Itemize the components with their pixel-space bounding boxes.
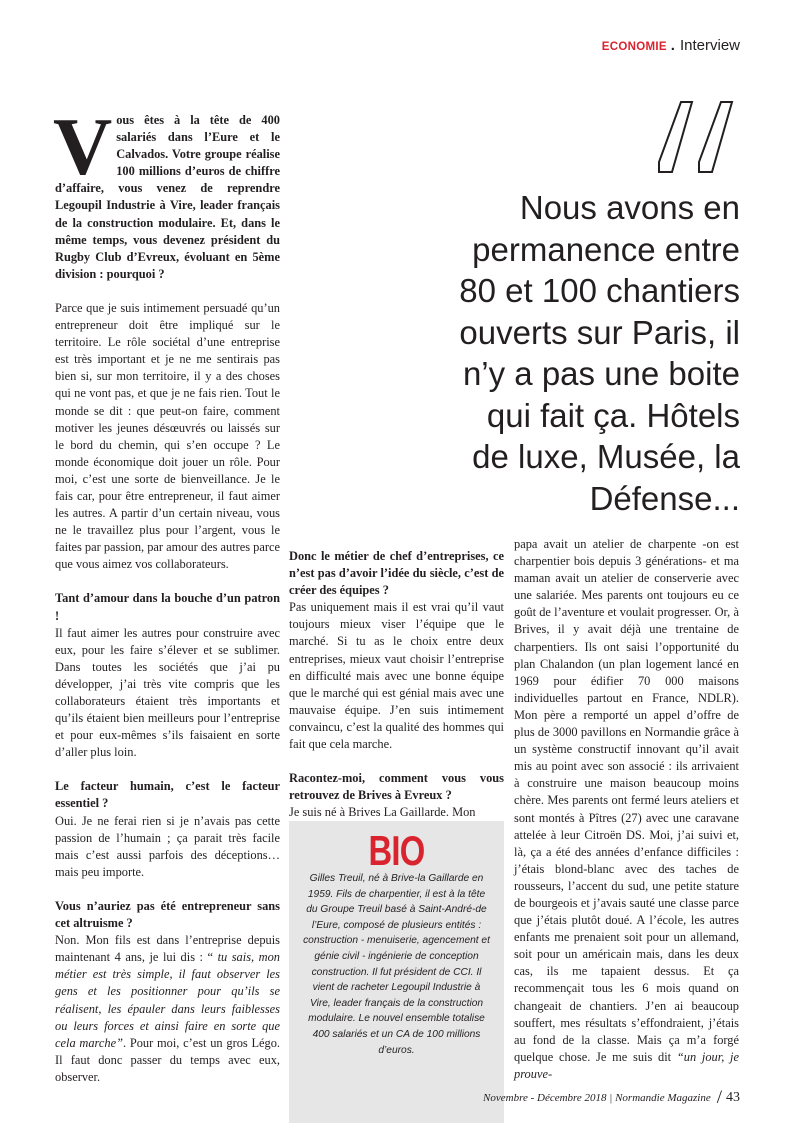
intro-question-text: ous êtes à la tête de 400 salariés dans l’Eure et le Calvados. Votre groupe réalise 100 millions d’euros de chiffre d’affaire, vous venez de reprendre Legoupil Industrie à Vire, leader français de la construction modulaire. Et, dans le même temps, vous devenez président du Rugby Club d’Evreux, évoluant en 5ème division : pourquoi ?: [55, 113, 280, 281]
answer-4-start: Non. Mon fils est dans l’entreprise depuis maintenant 4 ans, je lui dis : “: [55, 933, 280, 965]
answer-6-continued: [514, 536, 739, 1083]
answer-3: Oui. Je ne ferai rien si je n’avais pas cette passion de l’humain ; ça parait très facile mais c’est aussi parfois des déceptions… mais peu importe.: [55, 813, 280, 879]
answer-2: Il faut aimer les autres pour construire avec eux, pour les faire s’élever et se sublimer. Dans toutes les sociétés que j’ai pu développer, j’ai très vite compris que les collaborateurs étaient très importants et qu’ils étaient bien meilleurs pour l’entreprise et pour eux-mêmes s’ils faisaient en sorte d’aller plus loin.: [55, 625, 280, 760]
question-6: Racontez-moi, comment vous vous retrouvez de Brives à Evreux ?: [289, 771, 504, 803]
section-separator: .: [670, 37, 675, 54]
footer-separator: |: [609, 1092, 613, 1104]
dropcap: V: [53, 101, 113, 192]
section-name: Interview: [679, 37, 740, 54]
section-header: [602, 37, 740, 54]
footer-slash: /: [716, 1087, 722, 1108]
question-4: Vous n’auriez pas été entrepreneur sans cet altruisme ?: [55, 898, 280, 931]
question-3: Le facteur humain, c’est le facteur essentiel ?: [55, 779, 280, 811]
article-column-1: [53, 101, 281, 1086]
bio-text: Gilles Treuil, né à Brive-la Gaillarde en 1959. Fils de charpentier, il est à la tête du Groupe Treuil basé à Saint-André-de l’Eure, composé de plusieurs entités : construction - menuiserie, agencement et génie civil - ingénierie de conception construction. Il fut président de CCI. Il vient de racheter Legoupil Industrie à Vire, leader français de la construction modulaire. Le nouvel ensemble totalise 400 salariés et un CA de 100 millions d’euros.: [303, 873, 490, 1056]
answer-4: [55, 932, 280, 1086]
answer-4-quote: tu sais, mon métier est très simple, il faut observer les gens et les positionner pour qu’ils se réalisent, les épauler dans leurs faiblesses ou leurs forces et ainsi faire en sorte que cela marche”: [55, 950, 280, 1050]
answer-4-end: . Pour moi, c’est un gros Légo. Il faut donc passer du temps avec eux, observer.: [55, 1035, 281, 1084]
bio-title: BIO: [368, 827, 425, 874]
pull-quote: Nous avons en permanence entre 80 et 100 chantiers ouverts sur Paris, il n’y a pas une boite qui fait ça. Hôtels de luxe, Musée, la Défense...: [459, 189, 740, 517]
page-number: 43: [726, 1090, 740, 1105]
question-2: Tant d’amour dans la bouche d’un patron !: [55, 591, 280, 623]
page-footer: [483, 1087, 740, 1109]
footer-magazine: Normandie Magazine: [615, 1092, 711, 1104]
answer-6-body: papa avait un atelier de charpente -on est charpentier bois depuis 3 générations- et ma maman avait un atelier de conserverie avec une salariée. Mes parents ont toujours eu ce goût de l’aventure et voulait progresser. Or, à Brives, il y avait déjà une trentaine de charpentiers. Ils ont saisi l’opportunité du plan Chalandon (un plan logement lancé en 1969 pour édifier 70 000 maisons individuelles partout en France, NDLR). Mon père a remporté un appel d’offre de plus de 3000 pavillons en Normandie grâce à un système constructif innovant qu’il avait mis au point avec son associé : ils arrivaient à construire une maison beaucoup moins chère. Mes parents ont fermé leurs ateliers et sont montés à Pîtres (27) avec une caravane attelée à leur Citroën DS. Moi, j’ai suivi et, là, ça a été des années d’enfance difficiles : j’étais blond-blanc avec des taches de rousseurs, l’accent du sud, une petite stature de bourgeois et j’avais sauté une classe parce que j’étais plutôt doué. A l’école, les autres enfants me prenaient soit pour un allemand, soit pour un américain mais, dans les deux cas, ils me tapaient dessus. Et ça recommençait tous les 6 mois quand on changeait de chantiers. J’en ai beaucoup souffert, mes résultats s’effondraient, j’étais au fond de la classe. Mais ça m’a forgé quelque chose. Je me suis dit: [514, 537, 739, 1064]
question-5: Donc le métier de chef d’entreprises, ce n’est pas d’avoir l’idée du siècle, c’est de créer des équipes ?: [289, 549, 504, 598]
section-category: ECONOMIE: [601, 41, 667, 53]
answer-5: Pas uniquement mais il est vrai qu’il vaut toujours mieux viser l’équipe que le marché. Si tu as le choix entre deux entreprises, mieux vaut choisir l’entreprise en difficulté mais avec une bonne équipe que le marché qui est génial mais avec une mauvaise équipe. J’en suis intimement convaincu, c’est la qualité des hommes qui fait que cela marche.: [289, 600, 504, 752]
answer-1: Parce que je suis intimement persuadé qu’un entrepreneur doit être impliqué sur le territoire. Le rôle sociétal d’une entreprise est très important et je ne me sentirais pas bien si, sur mon territoire, il y a des choses qui ne vont pas, et que je ne fais rien. Tout le monde se dit : que peut-on faire, comment motiver les jeunes désœuvrés ou laissés sur le bord du chemin, qui s’en occupe ? Le monde économique doit jouer un rôle. Pour moi, c’est une sorte de bienveillance. Je le fais car, pour être entrepreneur, il faut aimer les autres. A partir d’un certain niveau, vous ne le travaillez plus pour l’argent, vous le faites par passion, par amour des autres parce que vous aimez vos collaborateurs.: [55, 300, 281, 572]
footer-issue: Novembre - Décembre 2018: [483, 1092, 607, 1104]
answer-6-tail: “un jour, je prouve-: [514, 1049, 739, 1081]
bio-box: [289, 821, 504, 1123]
intro-question: [53, 101, 280, 283]
answer-6-start: Je suis né à Brives La Gaillarde. Mon: [289, 805, 476, 820]
article-column-3: [514, 536, 739, 1083]
quote-mark-icon: [655, 100, 741, 174]
article-column-2: [289, 548, 504, 821]
